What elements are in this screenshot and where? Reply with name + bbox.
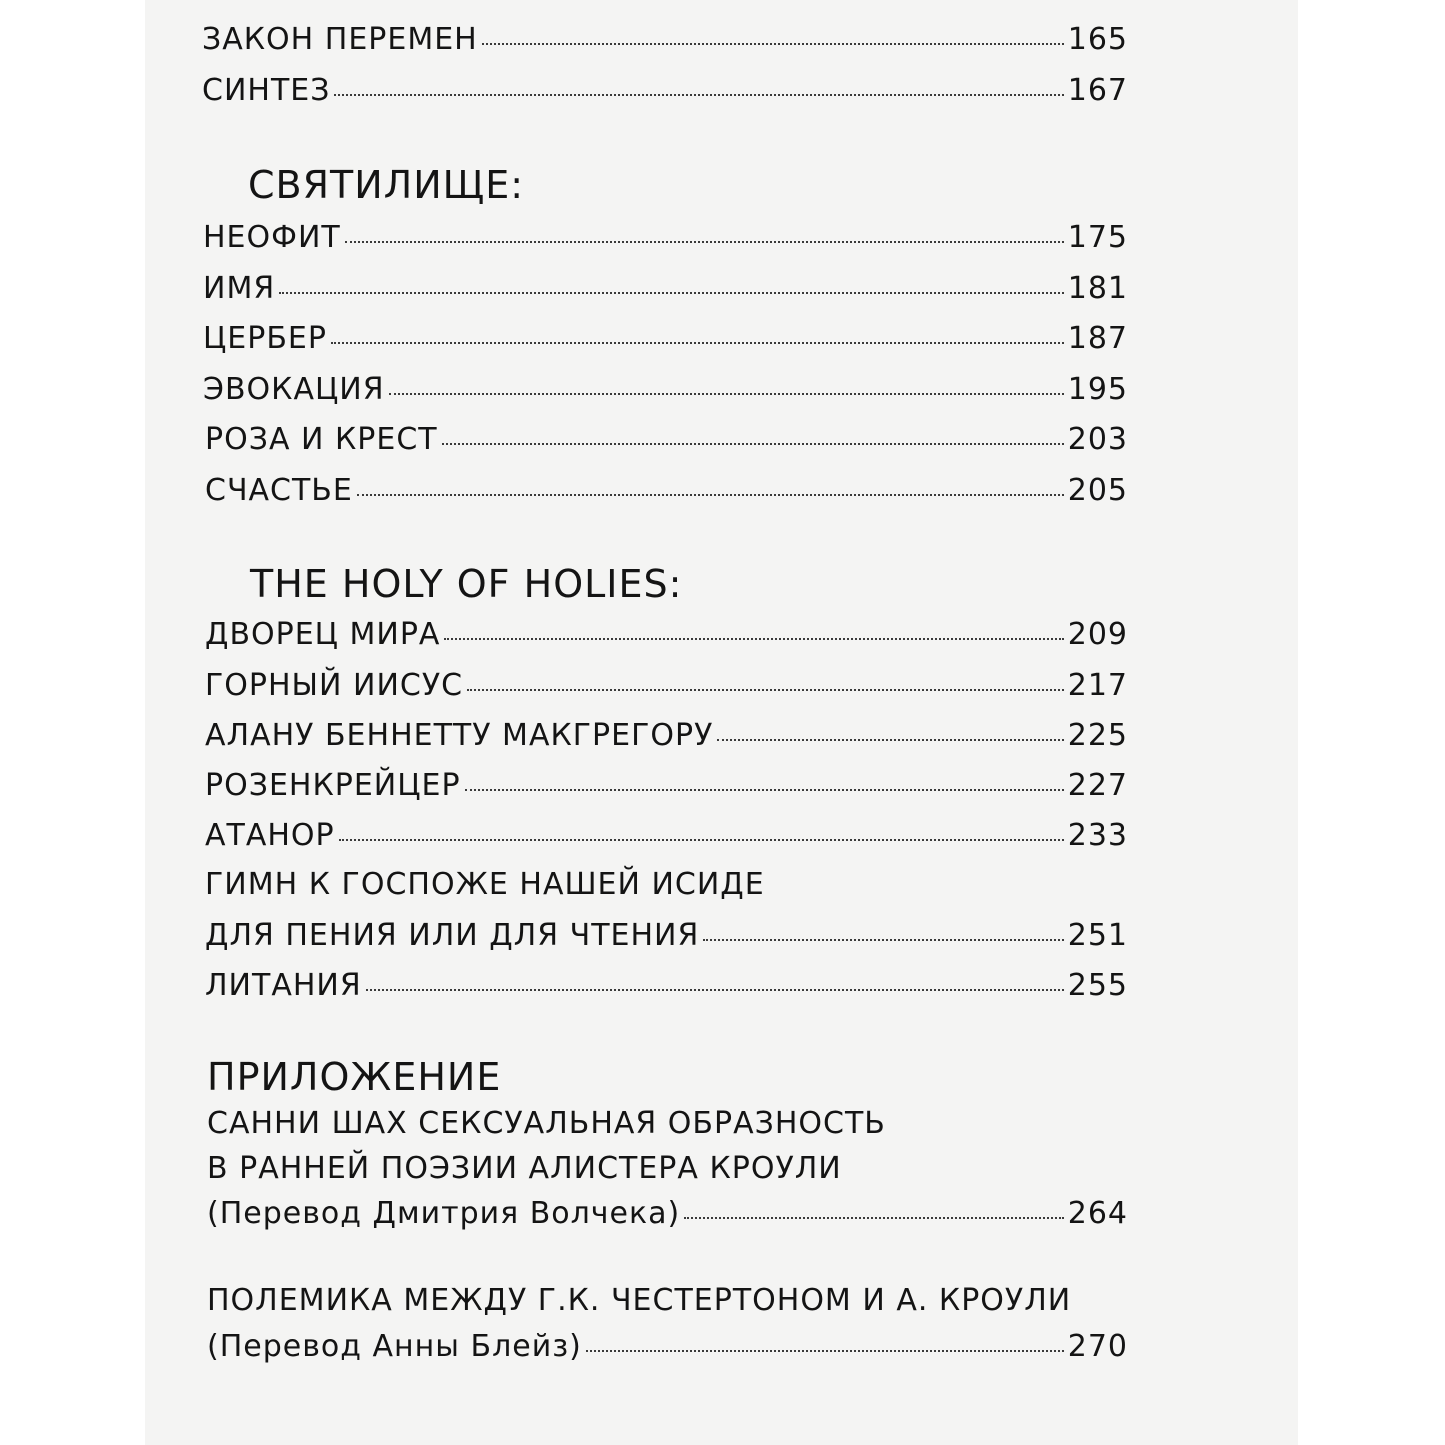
dot-leader [366, 988, 1064, 991]
toc-entry-page: 225 [1067, 718, 1128, 753]
appendix-heading: ПРИЛОЖЕНИЕ [207, 1055, 502, 1099]
toc-entry-title: ДВОРЕЦ МИРА [205, 617, 441, 652]
dot-leader [684, 1216, 1064, 1219]
section-heading: THE HOLY OF HOLIES: [250, 562, 683, 606]
toc-entry-page: 167 [1067, 73, 1128, 108]
toc-entry-page: 187 [1067, 321, 1128, 356]
appendix-item-line2: В РАННЕЙ ПОЭЗИИ АЛИСТЕРА КРОУЛИ [207, 1151, 842, 1186]
dot-leader [703, 938, 1063, 941]
toc-entry-title: ЗАКОН ПЕРЕМЕН [202, 22, 478, 57]
dot-leader [345, 240, 1064, 243]
toc-entry-title: ГОРНЫЙ ИИСУС [205, 668, 464, 703]
toc-entry [202, 22, 1128, 62]
toc-entry-title: СИНТЕЗ [202, 73, 331, 108]
toc-entry-page: 209 [1067, 617, 1128, 652]
toc-entry-title: РОЗЕНКРЕЙЦЕР [205, 768, 461, 803]
toc-entry [205, 668, 1128, 708]
dot-leader [339, 838, 1064, 841]
toc-entry [203, 321, 1128, 361]
toc-entry-page: 227 [1067, 768, 1128, 803]
toc-entry [203, 271, 1128, 311]
toc-entry-title: НЕОФИТ [203, 220, 341, 255]
toc-entry-title: АЛАНУ БЕННЕТТУ МАКГРЕГОРУ [205, 718, 714, 753]
dot-leader [482, 42, 1064, 45]
toc-entry-title-line2: ДЛЯ ПЕНИЯ ИЛИ ДЛЯ ЧТЕНИЯ [205, 918, 700, 953]
toc-entry-page: 270 [1067, 1329, 1128, 1364]
toc-entry [205, 818, 1128, 858]
dot-leader [389, 392, 1064, 395]
toc-entry [203, 220, 1128, 260]
toc-entry [203, 372, 1128, 412]
toc-entry [205, 473, 1128, 513]
toc-entry [205, 422, 1128, 462]
dot-leader [357, 493, 1064, 496]
toc-entry-title: (Перевод Дмитрия Волчека) [207, 1196, 681, 1231]
toc-entry-title-line1: ГИМН К ГОСПОЖЕ НАШЕЙ ИСИДЕ [205, 867, 765, 902]
toc-entry-page: 251 [1067, 918, 1128, 953]
toc-entry-title: ЭВОКАЦИЯ [203, 372, 385, 407]
appendix-item-line1: ПОЛЕМИКА МЕЖДУ Г.К. ЧЕСТЕРТОНОМ И А. КРОУЛИ [207, 1283, 1072, 1318]
toc-entry-page: 233 [1067, 818, 1128, 853]
dot-leader [467, 688, 1064, 691]
toc-entry [205, 918, 1128, 958]
toc-entry-title: АТАНОР [205, 818, 335, 853]
toc-entry [207, 1329, 1128, 1369]
toc-entry [202, 73, 1128, 113]
toc-entry [207, 1196, 1128, 1236]
toc-entry-title: ИМЯ [203, 271, 276, 306]
book-page [145, 0, 1298, 1445]
toc-entry-title: РОЗА И КРЕСТ [205, 422, 438, 457]
dot-leader [279, 291, 1064, 294]
toc-entry [205, 718, 1128, 758]
toc-entry-page: 175 [1067, 220, 1128, 255]
toc-entry-page: 195 [1067, 372, 1128, 407]
section-heading: СВЯТИЛИЩЕ: [248, 163, 525, 207]
dot-leader [586, 1349, 1064, 1352]
toc-entry-page: 264 [1067, 1196, 1128, 1231]
toc-entry-title: СЧАСТЬЕ [205, 473, 353, 508]
toc-entry-title: (Перевод Анны Блейз) [207, 1329, 582, 1364]
toc-entry-page: 165 [1067, 22, 1128, 57]
dot-leader [331, 341, 1064, 344]
toc-entry-page: 205 [1067, 473, 1128, 508]
toc-entry-page: 181 [1067, 271, 1128, 306]
appendix-item-line1: САННИ ШАХ СЕКСУАЛЬНАЯ ОБРАЗНОСТЬ [207, 1106, 886, 1141]
dot-leader [444, 637, 1063, 640]
toc-entry [205, 617, 1128, 657]
toc-entry-page: 255 [1067, 968, 1128, 1003]
dot-leader [334, 93, 1063, 96]
dot-leader [465, 788, 1064, 791]
toc-entry [205, 768, 1128, 808]
toc-entry-title: ЦЕРБЕР [203, 321, 327, 356]
toc-entry [205, 968, 1128, 1008]
toc-entry-title: ЛИТАНИЯ [205, 968, 362, 1003]
toc-entry-page: 203 [1067, 422, 1128, 457]
toc-entry-page: 217 [1067, 668, 1128, 703]
dot-leader [717, 738, 1063, 741]
dot-leader [442, 442, 1064, 445]
